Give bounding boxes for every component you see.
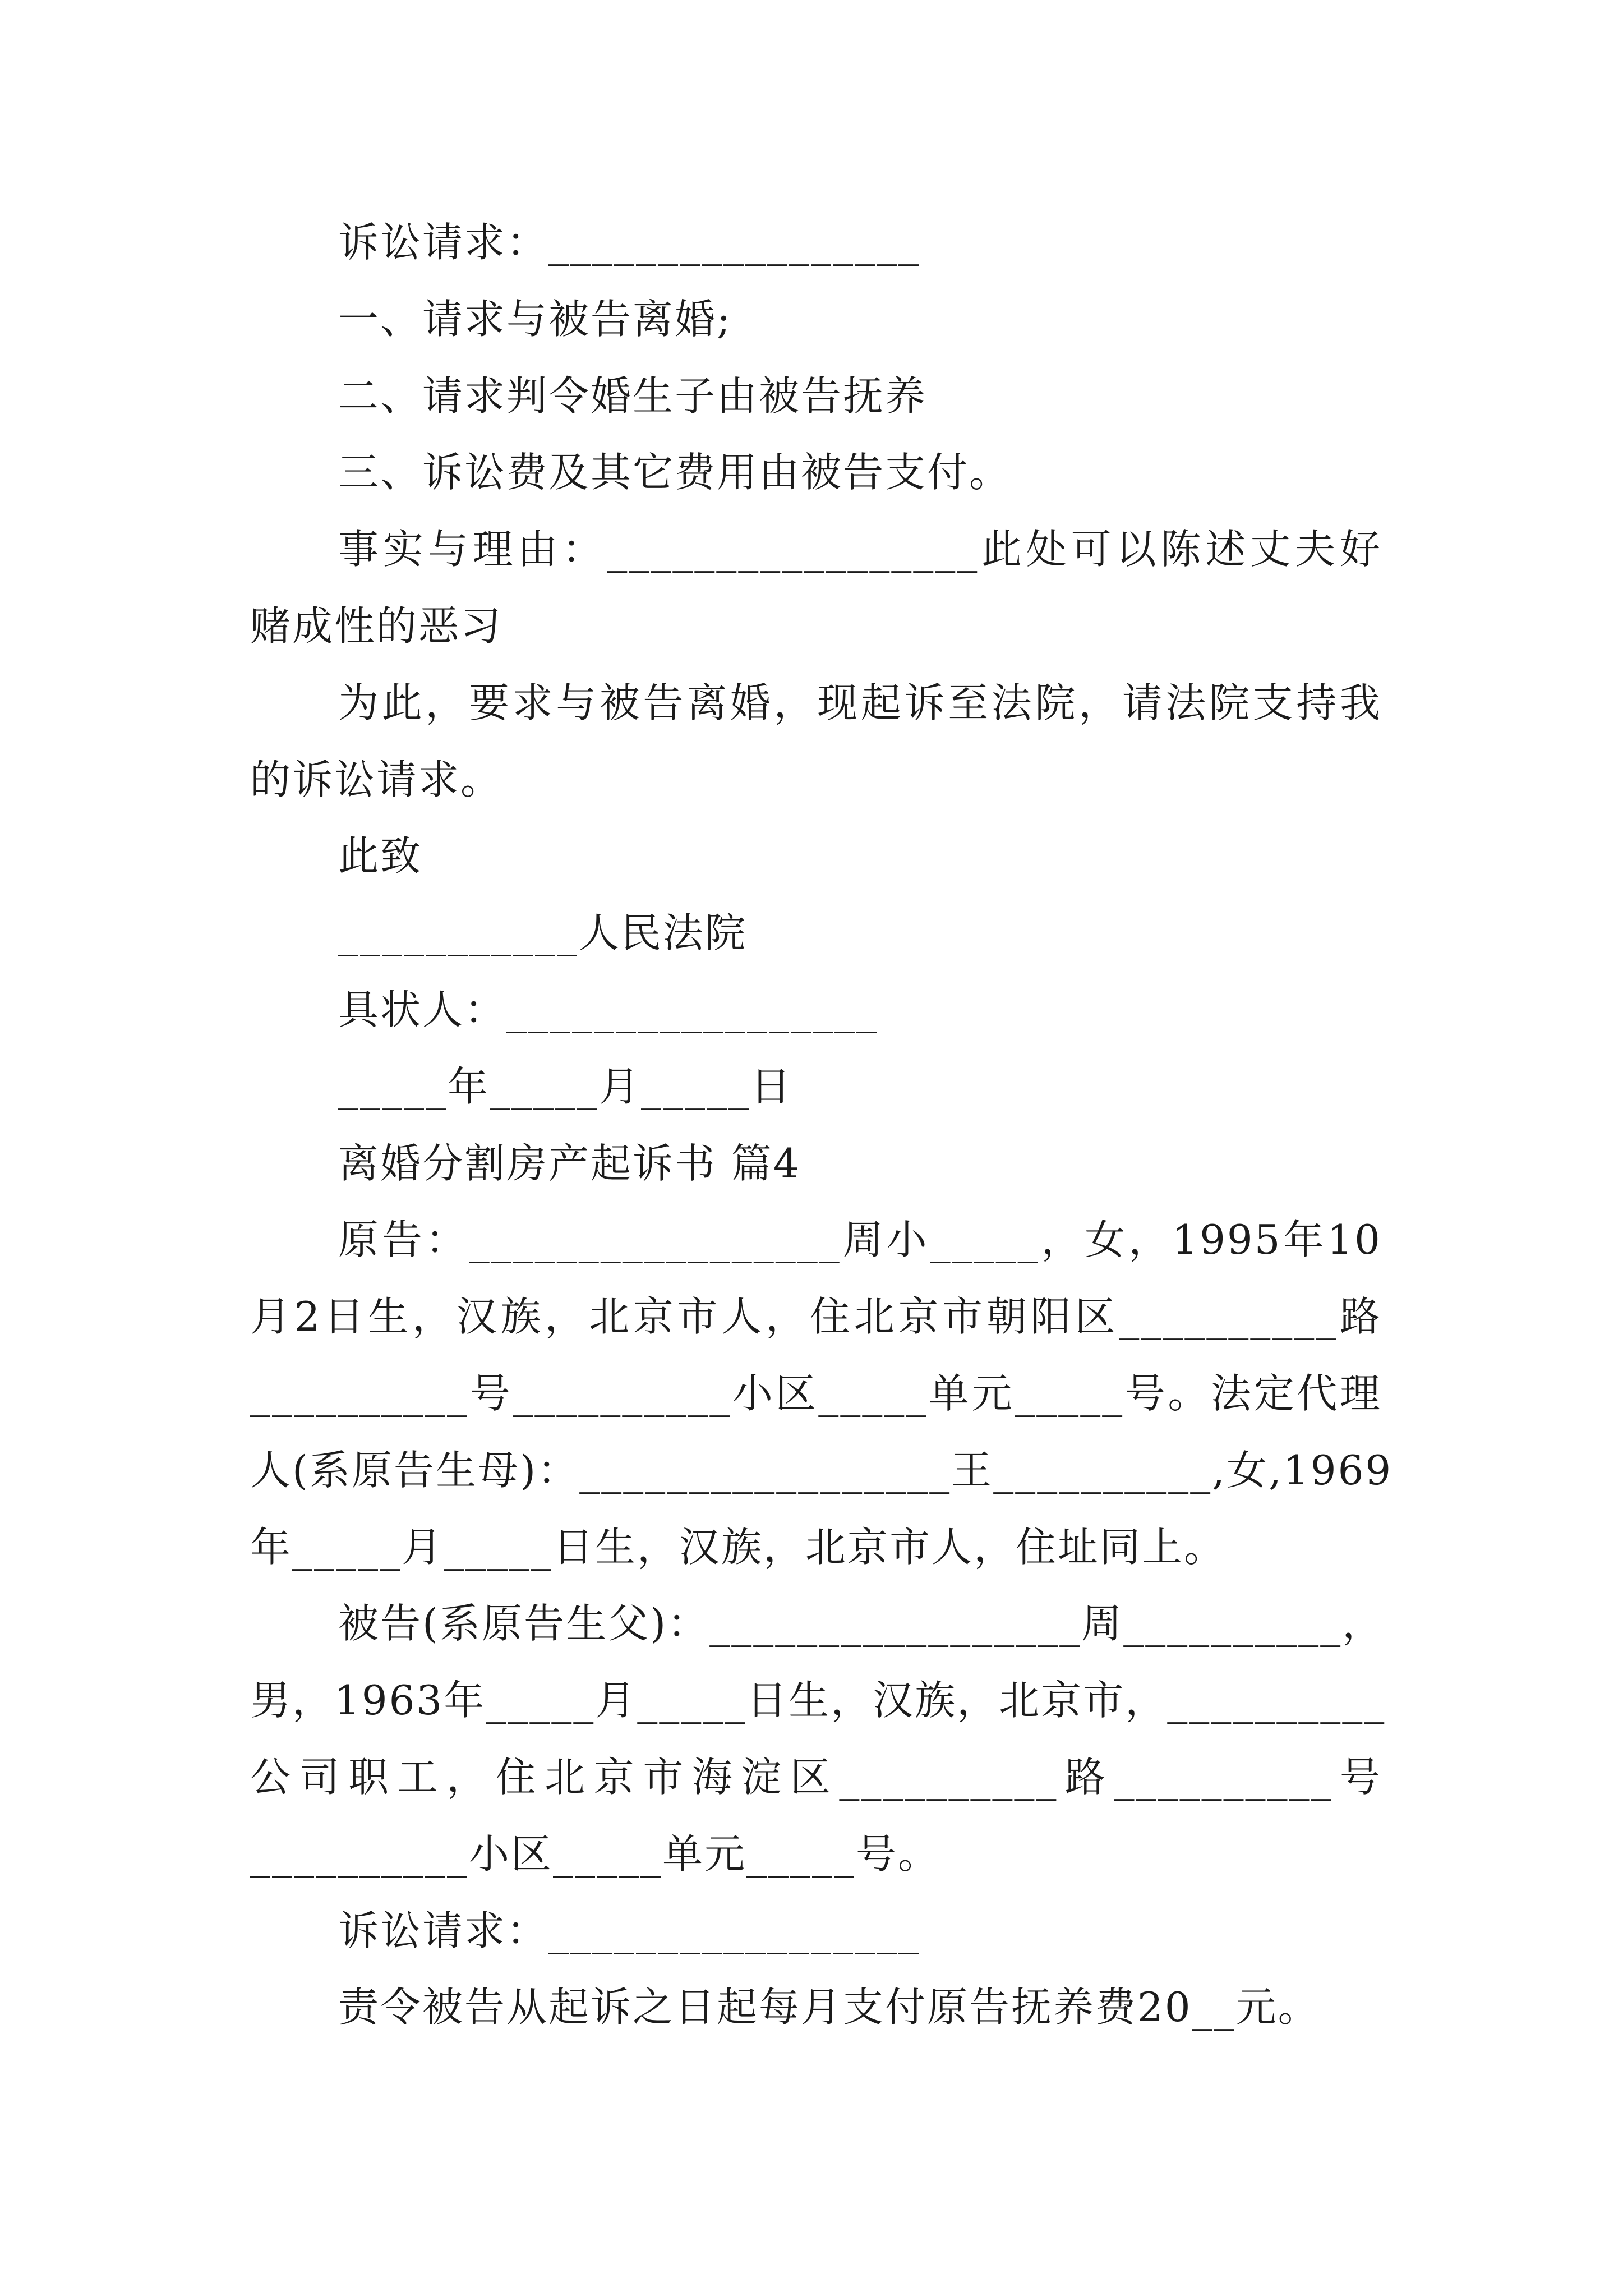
plaintiff-info-line: 原告：_________________周小_____，女，1995年10 <box>338 1216 1382 1264</box>
court-name-line: ___________人民法院 <box>338 909 748 957</box>
claim-item-costs: 三、诉讼费及其它费用由被告支付。 <box>338 449 1012 496</box>
facts-and-reasons-continued: 赌成性的恶习 <box>250 602 503 650</box>
claim-item-custody: 二、请求判令婚生子由被告抚养 <box>338 372 928 420</box>
defendant-address-line: 公司职工，住北京市海淀区__________路__________号 <box>250 1753 1382 1801</box>
facts-and-reasons-line: 事实与理由：_________________此处可以陈述丈夫好 <box>338 526 1382 573</box>
claim-item-support-fee: 责令被告从起诉之日起每月支付原告抚养费20__元。 <box>338 1984 1320 2031</box>
plaintiff-address-line: 月2日生，汉族，北京市人，住北京市朝阳区__________路 <box>250 1293 1382 1341</box>
litigation-claims-heading-2: 诉讼请求：_________________ <box>338 1907 921 1954</box>
section-title: 离婚分割房产起诉书 篇4 <box>338 1139 801 1187</box>
legal-representative-line: 人(系原告生母)：_________________王__________,女,1969 <box>250 1446 1393 1494</box>
date-line: _____年_____月_____日 <box>338 1062 793 1110</box>
document-page <box>250 204 1393 2046</box>
salutation: 此致 <box>338 832 423 880</box>
plaintiff-signature-line: 具状人：_________________ <box>338 986 879 1033</box>
plaintiff-address-continued: __________号__________小区_____单元_____号。法定代理 <box>250 1369 1382 1417</box>
claim-item-divorce: 一、请求与被告离婚; <box>338 295 732 343</box>
litigation-claims-heading: 诉讼请求：_________________ <box>338 219 921 266</box>
request-paragraph-continued: 的诉讼请求。 <box>250 756 503 803</box>
legal-representative-continued: 年_____月_____日生，汉族，北京市人，住址同上。 <box>250 1523 1227 1571</box>
defendant-address-continued: __________小区_____单元_____号。 <box>250 1830 940 1878</box>
request-paragraph: 为此，要求与被告离婚，现起诉至法院，请法院支持我 <box>338 679 1382 726</box>
defendant-birth-line: 男，1963年_____月_____日生，汉族，北京市，__________ <box>250 1677 1386 1724</box>
defendant-info-line: 被告(系原告生父)：_________________周__________， <box>338 1600 1385 1648</box>
